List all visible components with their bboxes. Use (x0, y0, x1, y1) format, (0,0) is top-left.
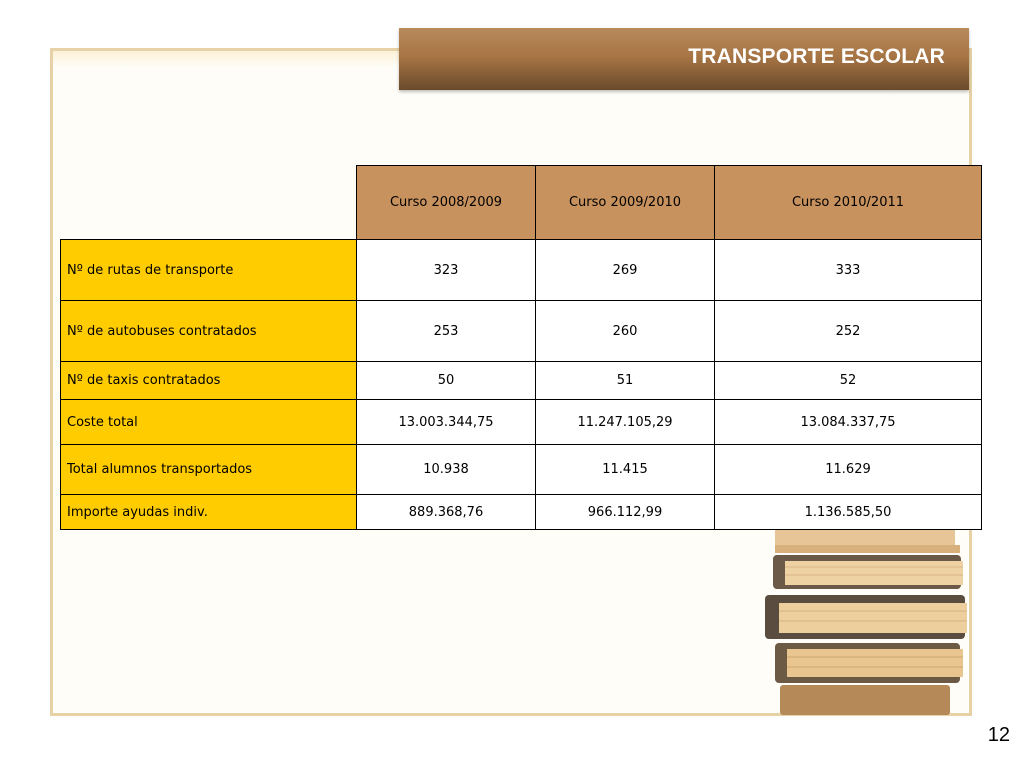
table-cell: 260 (536, 301, 715, 362)
row-label: Total alumnos transportados (61, 445, 357, 495)
row-label: Nº de rutas de transporte (61, 240, 357, 301)
table-cell: 333 (715, 240, 982, 301)
row-label: Coste total (61, 400, 357, 445)
row-label: Nº de autobuses contratados (61, 301, 357, 362)
table-row (61, 301, 982, 362)
table-row (61, 495, 982, 530)
table-cell: 52 (715, 362, 982, 400)
row-label: Importe ayudas indiv. (61, 495, 357, 530)
table-cell: 11.247.105,29 (536, 400, 715, 445)
table-cell: 11.629 (715, 445, 982, 495)
column-header: Curso 2009/2010 (536, 166, 715, 240)
table-row (61, 400, 982, 445)
table-cell: 1.136.585,50 (715, 495, 982, 530)
table-cell: 323 (357, 240, 536, 301)
table-cell: 50 (357, 362, 536, 400)
column-header: Curso 2010/2011 (715, 166, 982, 240)
slide-title: TRANSPORTE ESCOLAR (688, 45, 945, 68)
column-header: Curso 2008/2009 (357, 166, 536, 240)
table-header-row (61, 166, 982, 240)
table-cell: 11.415 (536, 445, 715, 495)
table-cell: 269 (536, 240, 715, 301)
table-cell: 252 (715, 301, 982, 362)
table-cell: 889.368,76 (357, 495, 536, 530)
table-cell: 51 (536, 362, 715, 400)
page-number: 12 (987, 724, 1010, 746)
background-wash-top (53, 51, 399, 67)
table-row (61, 445, 982, 495)
title-bar (399, 28, 969, 90)
table-cell: 966.112,99 (536, 495, 715, 530)
table-corner-cell (61, 166, 357, 240)
table-cell: 13.003.344,75 (357, 400, 536, 445)
table-cell: 253 (357, 301, 536, 362)
row-label: Nº de taxis contratados (61, 362, 357, 400)
table-cell: 10.938 (357, 445, 536, 495)
transport-table (60, 165, 982, 530)
table-cell: 13.084.337,75 (715, 400, 982, 445)
table-row (61, 362, 982, 400)
stack-of-books-icon (755, 525, 970, 715)
table-row (61, 240, 982, 301)
